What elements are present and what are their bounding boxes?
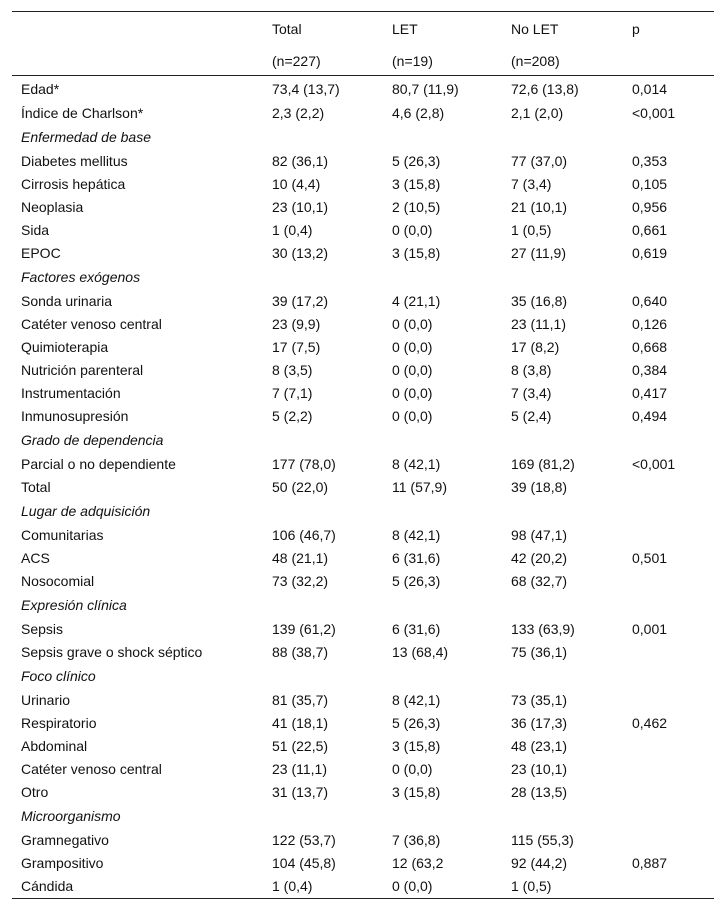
count-let: (n=19): [383, 46, 502, 76]
cell-p: 0,668: [632, 338, 668, 355]
cell-p: [623, 780, 714, 803]
cell-no-let: 169 (81,2): [511, 455, 575, 472]
cell-let: 3 (15,8): [392, 783, 441, 800]
row-label: Abdominal: [21, 737, 88, 754]
row-label: Comunitarias: [21, 526, 104, 543]
section-title: Expresión clínica: [21, 596, 127, 613]
table-row: [12, 452, 714, 475]
section-row: [12, 427, 714, 452]
cell-p: 0,501: [632, 549, 668, 566]
cell-total: 23 (10,1): [272, 198, 329, 215]
cell-total: 8 (3,5): [272, 361, 313, 378]
cell-p: 0,640: [632, 292, 668, 309]
count-total: (n=227): [263, 46, 383, 76]
row-label: Inmunosupresión: [21, 407, 129, 424]
cell-no-let: 133 (63,9): [511, 620, 575, 637]
cell-let: 6 (31,6): [392, 620, 441, 637]
results-table: [12, 11, 714, 899]
cell-p: 0,661: [632, 221, 668, 238]
row-label: Sepsis grave o shock séptico: [21, 643, 203, 660]
cell-p: 0,353: [632, 152, 668, 169]
row-label: EPOC: [21, 244, 61, 261]
cell-total: 10 (4,4): [272, 175, 321, 192]
row-label: Catéter venoso central: [21, 315, 162, 332]
table-row: [12, 358, 714, 381]
cell-let: 5 (26,3): [392, 152, 441, 169]
cell-total: 177 (78,0): [272, 455, 336, 472]
cell-let: 4,6 (2,8): [392, 104, 445, 121]
table-row: [12, 688, 714, 711]
table-row: [12, 734, 714, 757]
cell-let: 0 (0,0): [392, 361, 433, 378]
cell-p: 0,105: [632, 175, 668, 192]
row-label: Total: [21, 478, 51, 495]
cell-let: 5 (26,3): [392, 714, 441, 731]
table-row: [12, 640, 714, 663]
cell-let: 13 (68,4): [392, 643, 449, 660]
section-title: Enfermedad de base: [21, 128, 151, 145]
cell-no-let: 7 (3,4): [511, 384, 552, 401]
count-no-let: (n=208): [502, 46, 623, 76]
cell-p: 0,014: [632, 81, 668, 97]
row-label: Diabetes mellitus: [21, 152, 128, 169]
table-row: [12, 289, 714, 312]
cell-no-let: 21 (10,1): [511, 198, 568, 215]
table-row: [12, 711, 714, 734]
count-blank: [12, 46, 263, 76]
table-row: [12, 617, 714, 640]
cell-let: 4 (21,1): [392, 292, 441, 309]
cell-total: 50 (22,0): [272, 478, 329, 495]
row-label: ACS: [21, 549, 50, 566]
table-row: [12, 218, 714, 241]
table-row: [12, 851, 714, 874]
cell-total: 88 (38,7): [272, 643, 329, 660]
table-row: [12, 195, 714, 218]
cell-total: 73 (32,2): [272, 572, 329, 589]
cell-let: 0 (0,0): [392, 338, 433, 355]
cell-no-let: 72,6 (13,8): [511, 81, 579, 97]
cell-p: 0,126: [632, 315, 668, 332]
section-title: Microorganismo: [21, 807, 121, 824]
cell-total: 30 (13,2): [272, 244, 329, 261]
section-row: [12, 803, 714, 828]
row-label: Neoplasia: [21, 198, 84, 215]
section-title: Lugar de adquisición: [21, 502, 151, 519]
cell-p: [623, 734, 714, 757]
cell-let: 3 (15,8): [392, 737, 441, 754]
cell-p: 0,619: [632, 244, 668, 261]
header-blank: [12, 12, 263, 47]
table-row: [12, 76, 714, 102]
table-row: [12, 757, 714, 780]
cell-p: [623, 874, 714, 899]
header-p: p: [632, 21, 640, 37]
cell-p: [623, 757, 714, 780]
row-label: Sonda urinaria: [21, 292, 113, 309]
header-no-let: No LET: [511, 21, 559, 37]
table-row: [12, 404, 714, 427]
cell-let: 0 (0,0): [392, 315, 433, 332]
cell-no-let: 1 (0,5): [502, 874, 623, 899]
table-header: [12, 12, 714, 76]
cell-p: <0,001: [632, 104, 676, 121]
cell-no-let: 8 (3,8): [511, 361, 552, 378]
row-label: Urinario: [21, 691, 71, 708]
cell-total: 82 (36,1): [272, 152, 329, 169]
cell-let: 11 (57,9): [392, 478, 447, 495]
cell-p: 0,956: [632, 198, 668, 215]
cell-p: 0,001: [632, 620, 668, 637]
cell-total: 104 (45,8): [272, 854, 336, 871]
cell-total: 7 (7,1): [272, 384, 313, 401]
table-row: [12, 149, 714, 172]
cell-let: 80,7 (11,9): [392, 81, 459, 97]
table-row: [12, 241, 714, 264]
cell-total: 17 (7,5): [272, 338, 321, 355]
cell-total: 2,3 (2,2): [272, 104, 325, 121]
cell-let: 8 (42,1): [392, 455, 441, 472]
section-row: [12, 498, 714, 523]
cell-no-let: 23 (10,1): [511, 760, 568, 777]
cell-p: 0,887: [632, 854, 668, 871]
cell-p: 0,462: [632, 714, 668, 731]
row-label: Quimioterapia: [21, 338, 109, 355]
table-row: [12, 569, 714, 592]
cell-total: 23 (9,9): [272, 315, 321, 332]
cell-total: 31 (13,7): [272, 783, 329, 800]
row-label: Otro: [21, 783, 49, 800]
cell-no-let: 42 (20,2): [511, 549, 568, 566]
cell-no-let: 17 (8,2): [511, 338, 560, 355]
cell-total: 106 (46,7): [272, 526, 336, 543]
table-row: [12, 780, 714, 803]
cell-let: 0 (0,0): [392, 407, 433, 424]
row-label: Sida: [21, 221, 50, 238]
cell-let: 0 (0,0): [383, 874, 502, 899]
cell-no-let: 1 (0,5): [511, 221, 552, 238]
cell-no-let: 48 (23,1): [511, 737, 568, 754]
cell-total: 73,4 (13,7): [272, 81, 340, 97]
row-label: Sepsis: [21, 620, 64, 637]
cell-no-let: 2,1 (2,0): [511, 104, 564, 121]
cell-p: [623, 640, 714, 663]
row-label: Instrumentación: [21, 384, 121, 401]
cell-let: 0 (0,0): [392, 760, 433, 777]
table-row: [12, 523, 714, 546]
cell-let: 2 (10,5): [392, 198, 441, 215]
cell-no-let: 28 (13,5): [511, 783, 568, 800]
cell-p: [623, 688, 714, 711]
cell-let: 8 (42,1): [392, 691, 441, 708]
cell-no-let: 115 (55,3): [511, 831, 574, 848]
cell-no-let: 77 (37,0): [511, 152, 568, 169]
table-row: [12, 546, 714, 569]
row-label: Nutrición parenteral: [21, 361, 144, 378]
row-label: Catéter venoso central: [21, 760, 162, 777]
table-body: [12, 76, 714, 899]
row-label: Índice de Charlson*: [21, 104, 144, 121]
cell-let: 6 (31,6): [392, 549, 441, 566]
cell-let: 3 (15,8): [392, 175, 441, 192]
table-row: [12, 828, 714, 851]
cell-total: 48 (21,1): [272, 549, 329, 566]
cell-total: 41 (18,1): [272, 714, 329, 731]
table-row: [12, 874, 714, 899]
table-row: [12, 312, 714, 335]
results-table-container: [12, 11, 714, 899]
header-row-counts: [12, 46, 714, 76]
row-label: Cirrosis hepática: [21, 175, 126, 192]
row-label: Respiratorio: [21, 714, 97, 731]
header-row-titles: [12, 12, 714, 47]
section-row: [12, 592, 714, 617]
cell-p: [623, 523, 714, 546]
table-row: [12, 335, 714, 358]
cell-no-let: 36 (17,3): [511, 714, 568, 731]
cell-no-let: 68 (32,7): [511, 572, 568, 589]
cell-p: 0,417: [632, 384, 668, 401]
cell-let: 5 (26,3): [392, 572, 441, 589]
cell-total: 39 (17,2): [272, 292, 329, 309]
row-label: Grampositivo: [21, 854, 104, 871]
cell-p: [623, 569, 714, 592]
cell-p: [623, 828, 714, 851]
row-label: Cándida: [12, 874, 263, 899]
row-label: Parcial o no dependiente: [21, 455, 176, 472]
cell-no-let: 35 (16,8): [511, 292, 568, 309]
cell-p: 0,494: [632, 407, 668, 424]
cell-p: [623, 475, 714, 498]
count-p: [623, 46, 714, 76]
cell-no-let: 7 (3,4): [511, 175, 552, 192]
cell-no-let: 23 (11,1): [511, 315, 566, 332]
table-row: [12, 475, 714, 498]
cell-total: 51 (22,5): [272, 737, 329, 754]
cell-total: 1 (0,4): [272, 221, 313, 238]
cell-let: 3 (15,8): [392, 244, 441, 261]
cell-p: 0,384: [632, 361, 668, 378]
cell-no-let: 75 (36,1): [511, 643, 568, 660]
cell-total: 23 (11,1): [272, 760, 327, 777]
cell-no-let: 5 (2,4): [511, 407, 552, 424]
table-row: [12, 381, 714, 404]
row-label: Gramnegativo: [21, 831, 109, 848]
cell-no-let: 27 (11,9): [511, 244, 566, 261]
cell-p: <0,001: [632, 455, 676, 472]
section-title: Foco clínico: [21, 667, 96, 684]
cell-no-let: 39 (18,8): [511, 478, 568, 495]
table-row: [12, 172, 714, 195]
cell-let: 7 (36,8): [392, 831, 441, 848]
row-label: Nosocomial: [21, 572, 95, 589]
section-row: [12, 124, 714, 149]
cell-no-let: 98 (47,1): [511, 526, 568, 543]
header-total: Total: [272, 21, 302, 37]
cell-let: 8 (42,1): [392, 526, 441, 543]
table-row: [12, 101, 714, 124]
cell-total: 5 (2,2): [272, 407, 313, 424]
cell-total: 1 (0,4): [263, 874, 383, 899]
cell-let: 0 (0,0): [392, 221, 433, 238]
cell-total: 81 (35,7): [272, 691, 329, 708]
cell-total: 122 (53,7): [272, 831, 336, 848]
section-title: Factores exógenos: [21, 268, 141, 285]
cell-no-let: 73 (35,1): [511, 691, 568, 708]
header-let: LET: [392, 21, 418, 37]
section-row: [12, 264, 714, 289]
section-title: Grado de dependencia: [21, 431, 164, 448]
cell-total: 139 (61,2): [272, 620, 336, 637]
row-label: Edad*: [21, 81, 60, 97]
cell-let: 12 (63,2: [392, 854, 444, 871]
cell-no-let: 92 (44,2): [511, 854, 568, 871]
cell-let: 0 (0,0): [392, 384, 433, 401]
section-row: [12, 663, 714, 688]
